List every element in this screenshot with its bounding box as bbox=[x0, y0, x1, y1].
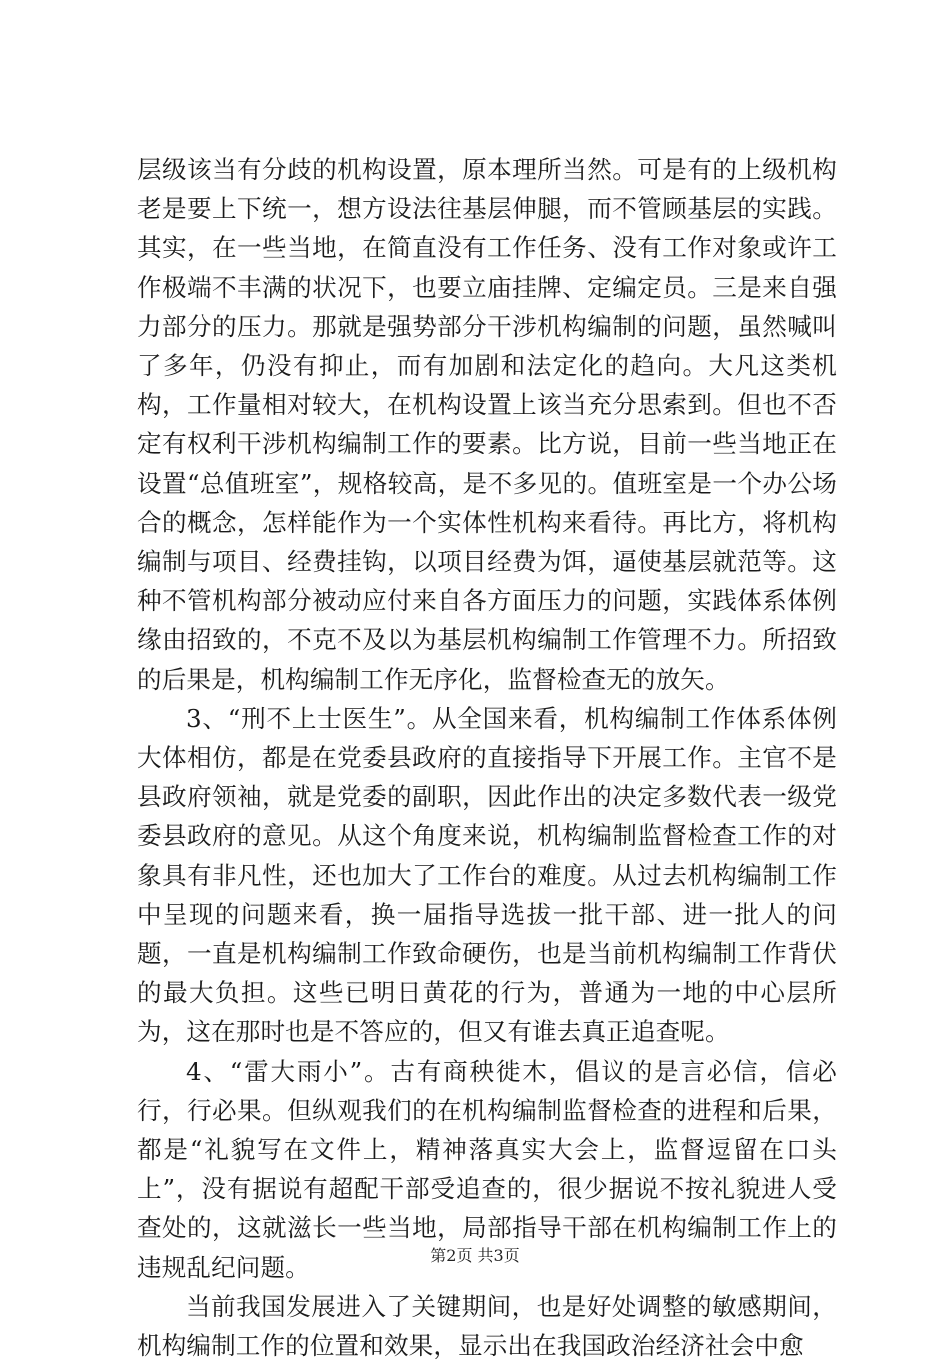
page-total: 共3页 bbox=[477, 1246, 520, 1265]
paragraph-section-4: 4、“雷大雨小”。古有商秧徙木，倡议的是言必信，信必行，行必果。但纵观我们的在机构编制监督检查的进程和后果，都是“礼貌写在文件上，精神落真实大会上，监督逗留在口头上”，没有据说有超配干部受追查的，很少据说不按礼貌进人受查处的，这就滋长一些当地，局部指导干部在机构编制工作上的违规乱纪问题。 bbox=[137, 1056, 837, 1282]
page-footer bbox=[0, 1246, 950, 1266]
paragraph-section-3: 3、“刑不上士医生”。从全国来看，机构编制工作体系体例大体相仿，都是在党委县政府的直接指导下开展工作。主官不是县政府领袖，就是党委的副职，因此作出的决定多数代表一级党委县政府的意见。从这个角度来说，机构编制监督检查工作的对象具有非凡性，还也加大了工作台的难度。从过去机构编制工作中呈现的问题来看，换一届指导选拔一批干部、进一批人的问题，一直是机构编制工作致命硬伤，也是当前机构编制工作背伏的最大负担。这些已明日黄花的行为，普通为一地的中心层所为，这在那时也是不答应的，但又有谁去真正追查呢。 bbox=[137, 703, 837, 1047]
page-number: 第2页 bbox=[430, 1246, 473, 1265]
document-body bbox=[137, 150, 837, 1365]
paragraph-current-development: 当前我国发展进入了关键期间，也是好处调整的敏感期间，机构编制工作的位置和效果，显示出在我国政治经济社会中愈 bbox=[137, 1291, 837, 1361]
paragraph-continuation: 层级该当有分歧的机构设置，原本理所当然。可是有的上级机构老是要上下统一，想方设法往基层伸腿，而不管顾基层的实践。其实，在一些当地，在简直没有工作任务、没有工作对象或许工作极端不丰满的状况下，也要立庙挂牌、定编定员。三是来自强力部分的压力。那就是强势部分干涉机构编制的问题，虽然喊叫了多年，仍没有抑止，而有加剧和法定化的趋向。大凡这类机构，工作量相对较大，在机构设置上该当充分思索到。但也不否定有权利干涉机构编制工作的要素。比方说，目前一些当地正在设置“总值班室”，规格较高，是不多见的。值班室是一个办公场合的概念，怎样能作为一个实体性机构来看待。再比方，将机构编制与项目、经费挂钩，以项目经费为饵，逼使基层就范等。这种不管机构部分被动应付来自各方面压力的问题，实践体系体例缘由招致的，不克不及以为基层机构编制工作管理不力。所招致的后果是，机构编制工作无序化，监督检查无的放矢。 bbox=[137, 155, 837, 694]
